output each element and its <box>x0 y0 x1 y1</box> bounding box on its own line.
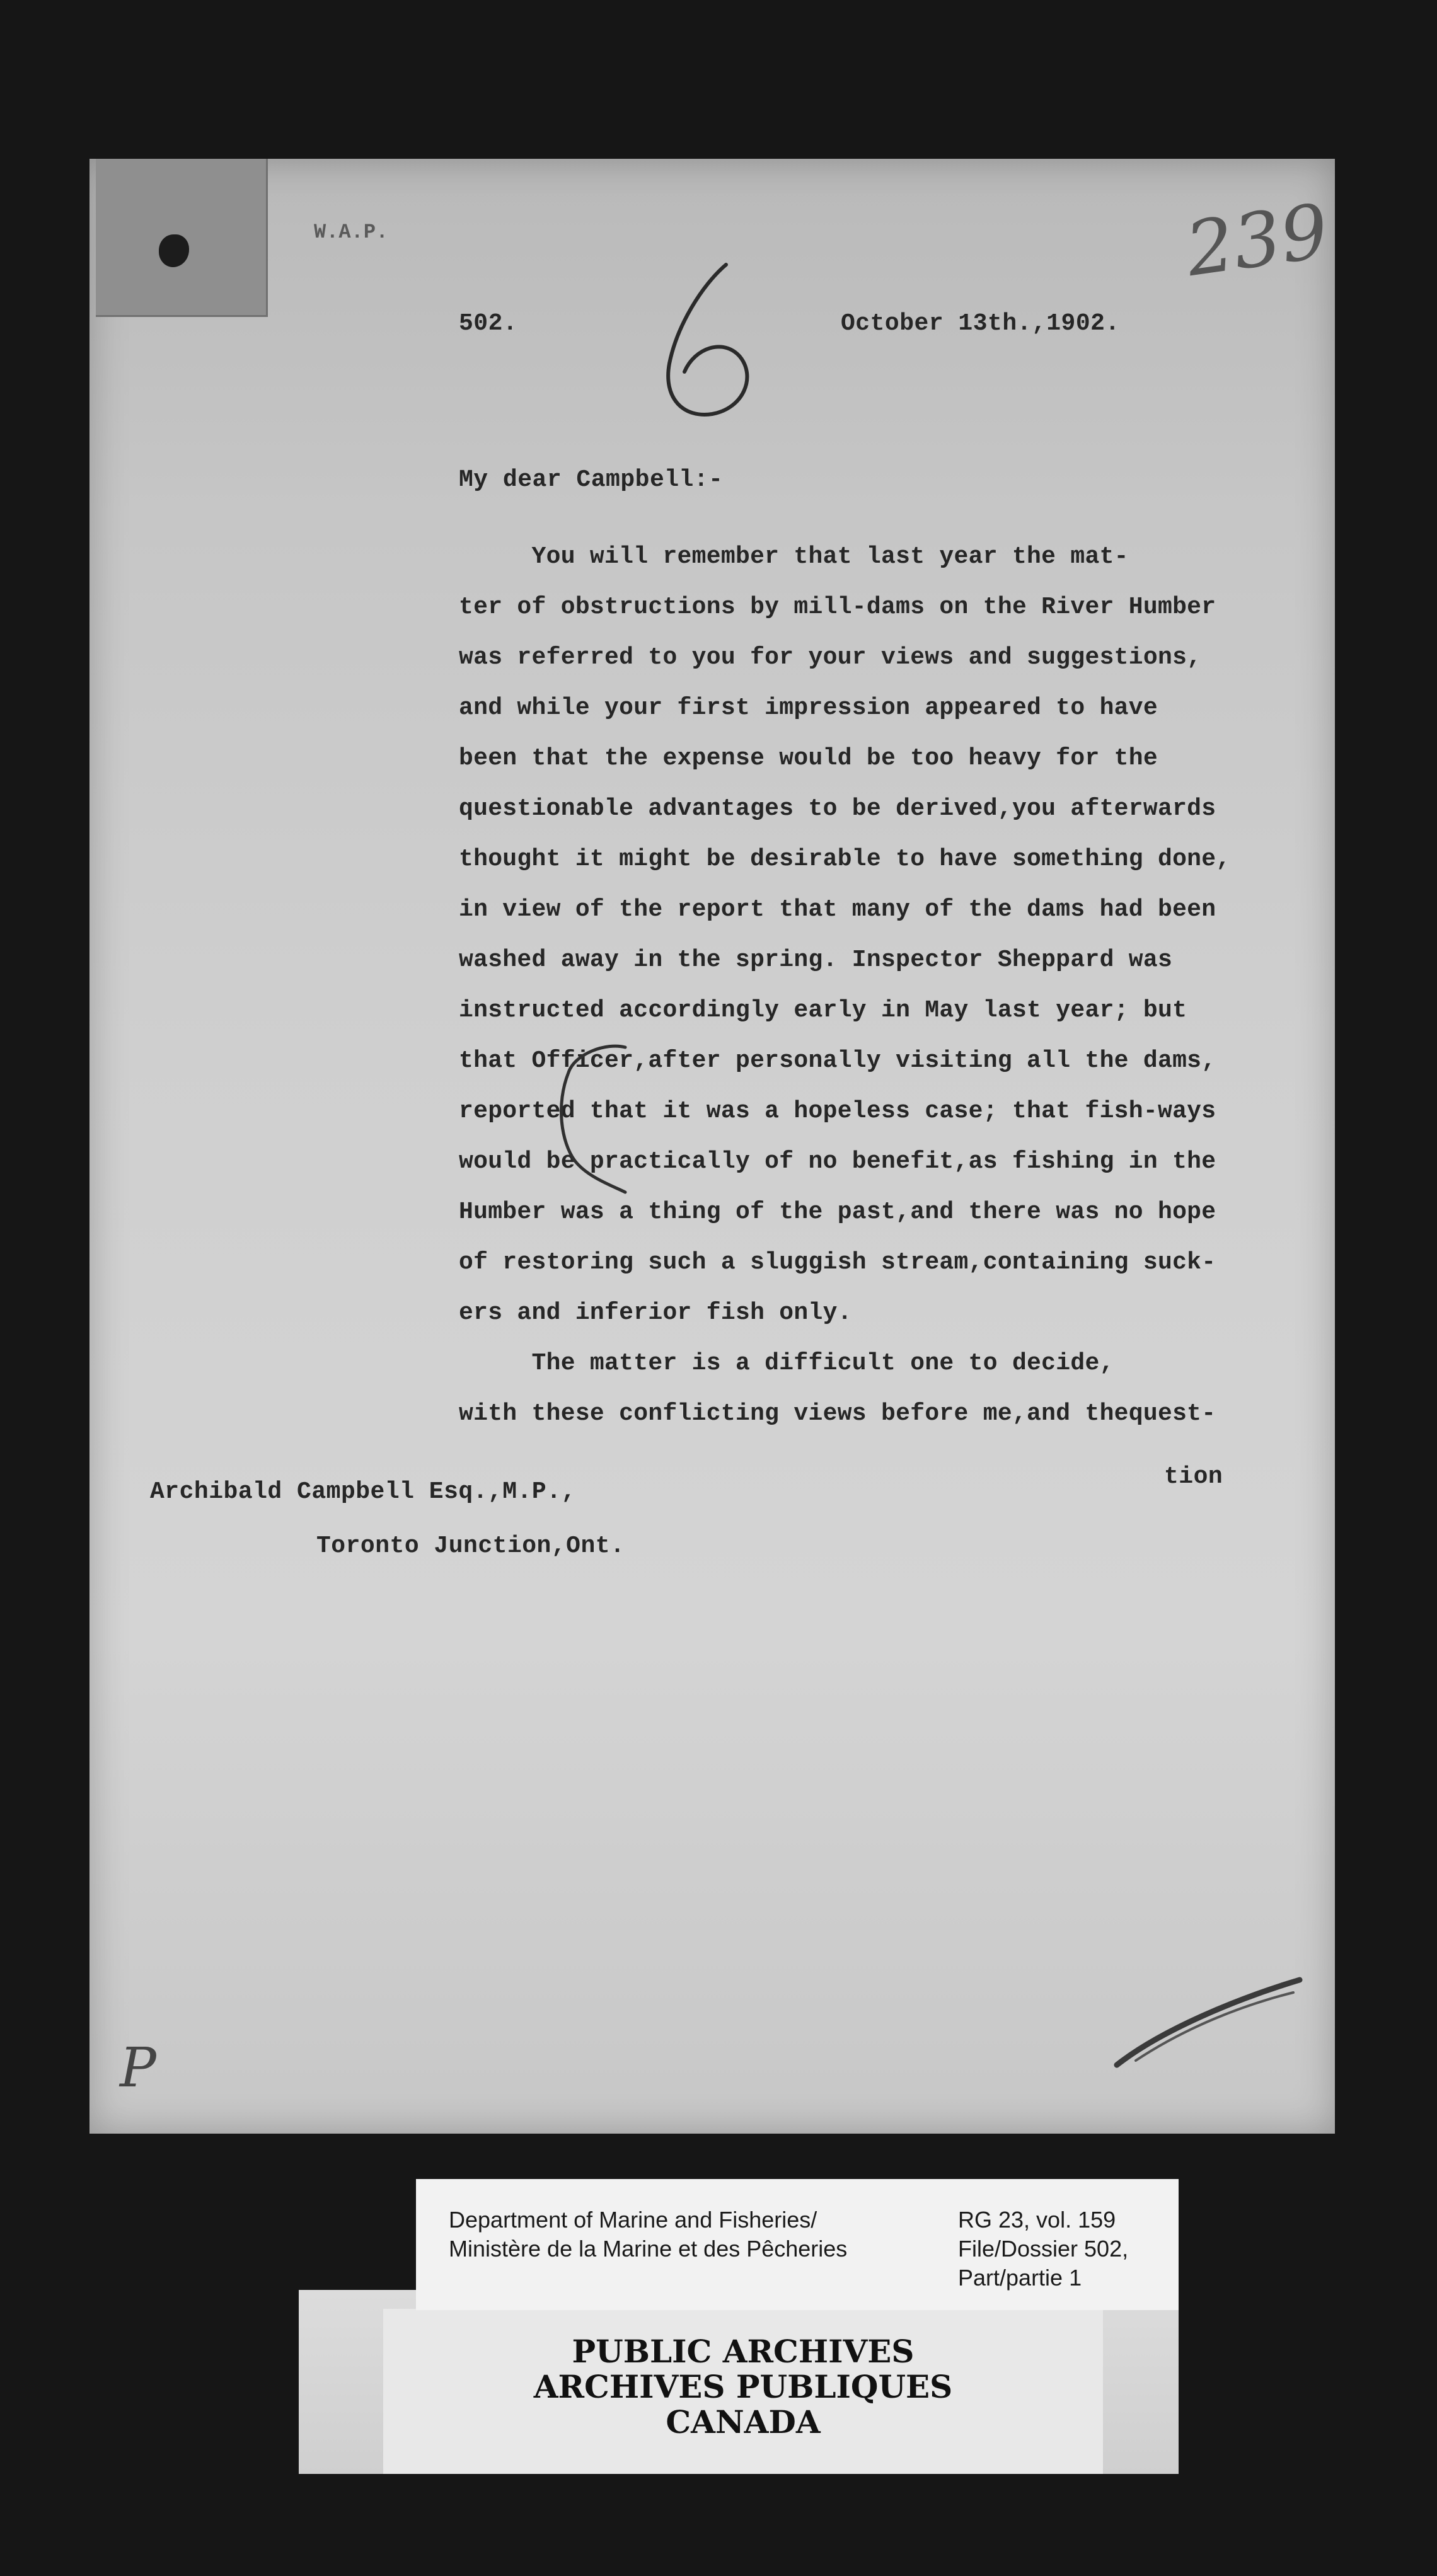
body-line: with these conflicting views before me,and thequest- <box>459 1400 1216 1427</box>
department-en: Department of Marine and Fisheries/ <box>449 2207 817 2233</box>
body-line: washed away in the spring. Inspector Sheppard was <box>459 946 1173 974</box>
body-line: of restoring such a sluggish stream,containing suck- <box>459 1249 1216 1276</box>
archive-reference-label <box>416 2179 1179 2310</box>
archive-stamp-inner <box>383 2309 1103 2474</box>
archive-stamp <box>299 2290 1179 2474</box>
body-line: Humber was a thing of the past,and there was no hope <box>459 1199 1216 1226</box>
body-line: You will remember that last year the mat- <box>459 543 1129 570</box>
body-line: that Officer,after personally visiting all the dams, <box>459 1047 1216 1074</box>
bleed-through <box>468 348 479 369</box>
typist-initials: W.A.P. <box>314 221 389 244</box>
body-line: The matter is a difficult one to decide, <box>459 1350 1114 1377</box>
catchword: tion <box>1164 1463 1223 1490</box>
addressee-name: Archibald Campbell Esq.,M.P., <box>150 1478 576 1505</box>
pen-stroke-icon <box>1111 1955 1335 2081</box>
body-line: was referred to you for your views and suggestions, <box>459 644 1202 671</box>
body-line: would be practically of no benefit,as fishing in the <box>459 1148 1216 1175</box>
reference-rg: RG 23, vol. 159 <box>958 2207 1116 2233</box>
letter-page <box>89 159 1335 2134</box>
body-line: and while your first impression appeared to have <box>459 694 1158 722</box>
reference-file: File/Dossier 502, <box>958 2236 1129 2262</box>
stamp-line-3: CANADA <box>666 2403 821 2441</box>
body-line: instructed accordingly early in May last year; but <box>459 997 1187 1024</box>
page-number-handwritten: 239 <box>1180 187 1334 294</box>
body-line: thought it might be desirable to have something done, <box>459 846 1231 873</box>
addressee-place: Toronto Junction,Ont. <box>316 1532 625 1560</box>
salutation: My dear Campbell:- <box>459 466 724 493</box>
file-number: 502. <box>459 310 518 337</box>
body-line: been that the expense would be too heavy for the <box>459 745 1158 772</box>
reference-part: Part/partie 1 <box>958 2265 1082 2291</box>
department-fr: Ministère de la Marine et des Pêcheries <box>449 2236 848 2262</box>
body-line: questionable advantages to be derived,you afterwards <box>459 795 1216 822</box>
body-line: in view of the report that many of the dams had been <box>459 896 1216 923</box>
margin-bracket-icon <box>531 1035 638 1199</box>
stamp-line-2: ARCHIVES PUBLIQUES <box>533 2368 953 2405</box>
body-line: reported that it was a hopeless case; that fish-ways <box>459 1098 1216 1125</box>
letter-date: October 13th.,1902. <box>841 310 1120 337</box>
stamp-line-1: PUBLIC ARCHIVES <box>572 2333 915 2370</box>
handwritten-six-icon <box>632 253 783 430</box>
body-line: ter of obstructions by mill-dams on the River Humber <box>459 594 1216 621</box>
body-line: ers and inferior fish only. <box>459 1299 852 1326</box>
margin-mark-p: P <box>120 2037 156 2100</box>
